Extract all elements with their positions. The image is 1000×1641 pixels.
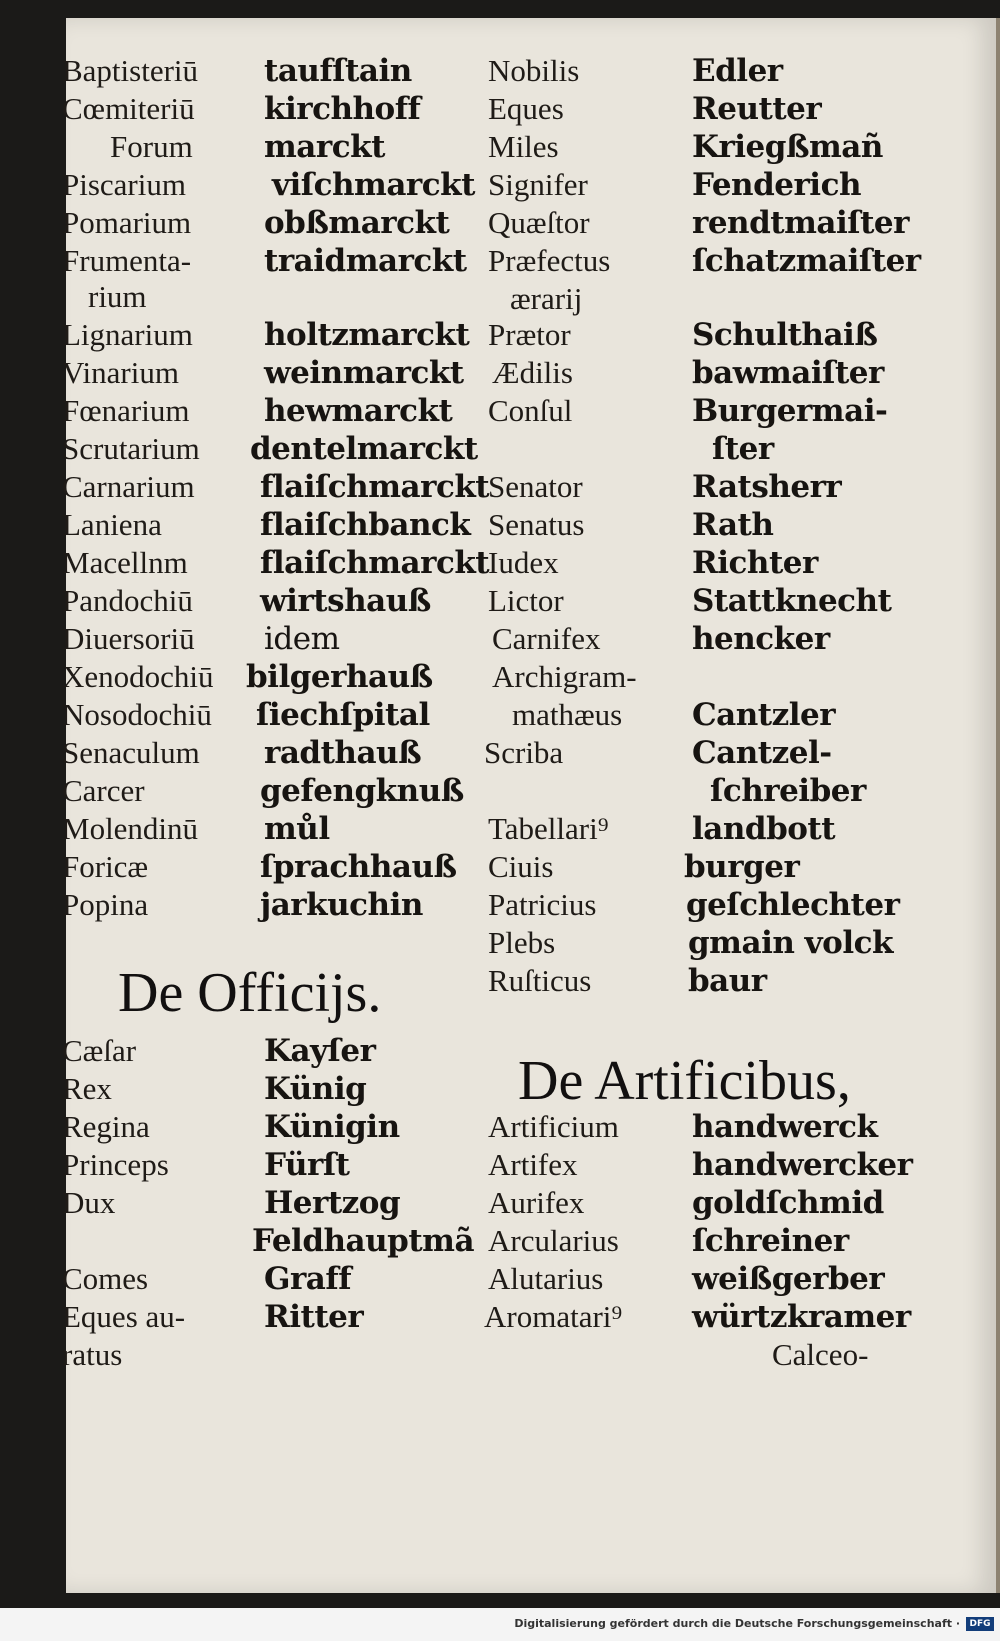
art-handwerck: handwerck [692,1109,878,1145]
c3-patricius: Patricius [488,887,597,922]
c4-ster: ſter [712,431,774,467]
c2-gefengknuss: gefengknuß [260,773,464,809]
heading-de-artificibus: De Artificibus, [518,1050,851,1112]
c4-schatzmaister: ſchatzmaiſter [692,243,921,279]
c1-nosodochium: Nosodochiū [62,697,212,732]
art-aromatarius: Aromatari⁹ [484,1299,623,1334]
c4-baur: baur [688,963,767,999]
art-handwercker: handwercker [692,1147,913,1183]
c1-foenarium: Fœnarium [62,393,190,428]
off-graff: Graff [264,1261,352,1297]
art-schreiner: ſchreiner [692,1223,849,1259]
c1-frumenta: Frumenta- [62,243,192,278]
off-feldhauptman: Feldhauptmã [252,1223,475,1259]
c4-fenderich: Fenderich [692,167,861,203]
c1-baptisterium: Baptisteriū [62,53,199,88]
off-kunigin: Künigin [264,1109,400,1145]
c2-holtzmarckt: holtzmarckt [264,317,470,353]
c4-rath: Rath [692,507,774,543]
c3-archigram: Archigram- [492,659,637,694]
c3-plebs: Plebs [488,925,556,960]
c3-carnifex: Carnifex [492,621,601,656]
c4-kriegssmann: Kriegßmañ [692,129,883,165]
c1-pandochium: Pandochiū [62,583,193,618]
c1-piscarium: Piscarium [62,167,186,202]
footer-credit: Digitalisierung gefördert durch die Deutsche Forschungsgemeinschaft · [514,1617,960,1630]
off-hertzog: Hertzog [264,1185,401,1221]
c2-vischmarckt: viſchmarckt [272,167,475,203]
off-comes: Comes [62,1261,149,1296]
c2-obssmarckt: obßmarckt [264,205,450,241]
c4-reutter: Reutter [692,91,822,127]
show-through [926,58,1000,1558]
c3-scriba: Scriba [484,735,564,770]
c2-taufstain: taufſtain [264,53,412,89]
c3-senator: Senator [488,469,583,504]
c3-praefectus: Præfectus [488,243,611,278]
c3-consul: Conſul [488,393,573,428]
c1-vinarium: Vinarium [62,355,179,390]
c2-radthauss: radthauß [264,735,422,771]
c3-quaestor: Quæſtor [488,205,590,240]
c4-landbott: landbott [692,811,836,847]
c3-praetor: Prætor [488,317,571,352]
c2-flaischmarckt: flaiſchmarckt [260,469,490,505]
book-page [62,18,996,1593]
c1-lignarium: Lignarium [62,317,193,352]
c2-mul: můl [264,811,330,847]
c1-laniena: Laniena [62,507,162,542]
c1-senaculum: Senaculum [62,735,200,770]
c2-kirchhoff: kirchhoff [264,91,421,127]
off-princeps: Princeps [62,1147,169,1182]
c1-xenodochium: Xenodochiū [62,659,214,694]
c2-dentelmarckt: dentelmarckt [250,431,478,467]
c2-weinmarckt: weinmarckt [264,355,464,391]
off-eques-au: Eques au- [62,1299,186,1334]
c2-bilgerhauss: bilgerhauß [246,659,433,695]
c1-macellnm: Macellnm [62,545,188,580]
c1-popina: Popina [62,887,149,922]
off-caesar: Cæſar [62,1033,137,1068]
c3-tabellarius: Tabellari⁹ [488,811,609,846]
c4-schreiber: ſchreiber [710,773,866,809]
c1-scrutarium: Scrutarium [62,431,200,466]
art-wurtzkramer: würtzkramer [692,1299,911,1335]
c3-lictor: Lictor [488,583,564,618]
c4-geschlechter: geſchlechter [686,887,900,923]
c4-burger: burger [684,849,800,885]
c3-miles: Miles [488,129,559,164]
off-ratus: ratus [62,1337,123,1372]
c1-diuersorium: Diuersoriū [62,621,195,656]
off-rex: Rex [62,1071,112,1106]
c4-burgermai: Burgermai- [692,393,888,429]
c4-cantzel: Cantzel- [692,735,832,771]
c1-carcer: Carcer [62,773,145,808]
c2-siechspital: ſiechſpital [256,697,430,733]
off-ritter: Ritter [264,1299,364,1335]
c1-carnarium: Carnarium [62,469,195,504]
c4-ratsherr: Ratsherr [692,469,842,505]
c1-coemiterium: Cœmiteriū [62,91,195,126]
c2-flaischbanck: flaiſchbanck [260,507,471,543]
c4-hencker: hencker [692,621,830,657]
dfg-logo: DFG [966,1617,994,1631]
c4-schulthaiss: Schulthaiß [692,317,878,353]
c2-hewmarckt: hewmarckt [264,393,453,429]
footer-bar [0,1608,1000,1641]
c2-flaischmarckt-2: flaiſchmarckt [260,545,490,581]
c1-foricae: Foricæ [62,849,149,884]
off-regina: Regina [62,1109,150,1144]
c3-aedilis: Ædilis [492,355,573,390]
c3-ciuis: Ciuis [488,849,554,884]
c4-edler: Edler [692,53,783,89]
c3-signifer: Signifer [488,167,588,202]
c4-cantzler: Cantzler [692,697,836,733]
c2-jarkuchin: jarkuchin [260,887,423,923]
c3-aerarii: ærarij [510,281,583,316]
c1-molendinum: Molendinū [62,811,199,846]
art-alutarius: Alutarius [488,1261,604,1296]
c3-rusticus: Ruſticus [488,963,592,998]
c3-mathaeus: mathæus [512,697,623,732]
heading-de-officiis: De Officijs. [118,962,382,1024]
c3-iudex: Iudex [488,545,559,580]
c4-bawmaister: bawmaiſter [692,355,884,391]
c2-traidmarckt: traidmarckt [264,243,467,279]
c4-gmain-volck: gmain volck [688,925,893,961]
art-artificium: Artificium [488,1109,619,1144]
art-weissgerber: weißgerber [692,1261,885,1297]
off-furst: Fürſt [264,1147,350,1183]
off-kayser: Kayſer [264,1033,376,1069]
c3-eques: Eques [488,91,564,126]
c3-nobilis: Nobilis [488,53,580,88]
c2-marckt: marckt [264,129,385,165]
c2-sprachhauss: ſprachhauß [260,849,457,885]
off-dux: Dux [62,1185,116,1220]
c4-richter: Richter [692,545,818,581]
c1-pomarium: Pomarium [62,205,192,240]
off-kunig: Künig [264,1071,367,1107]
art-artifex: Artifex [488,1147,578,1182]
art-arcularius: Arcularius [488,1223,619,1258]
c2-wirtshauss: wirtshauß [260,583,431,619]
art-aurifex: Aurifex [488,1185,585,1220]
art-goldschmid: goldſchmid [692,1185,884,1221]
c1-rium: rium [88,279,147,314]
c2-idem: idem [264,621,340,657]
c3-senatus: Senatus [488,507,585,542]
catchword: Calceo- [772,1337,869,1372]
c1-forum: Forum [110,129,193,164]
c4-rendtmaister: rendtmaiſter [692,205,909,241]
c4-stattknecht: Stattknecht [692,583,892,619]
